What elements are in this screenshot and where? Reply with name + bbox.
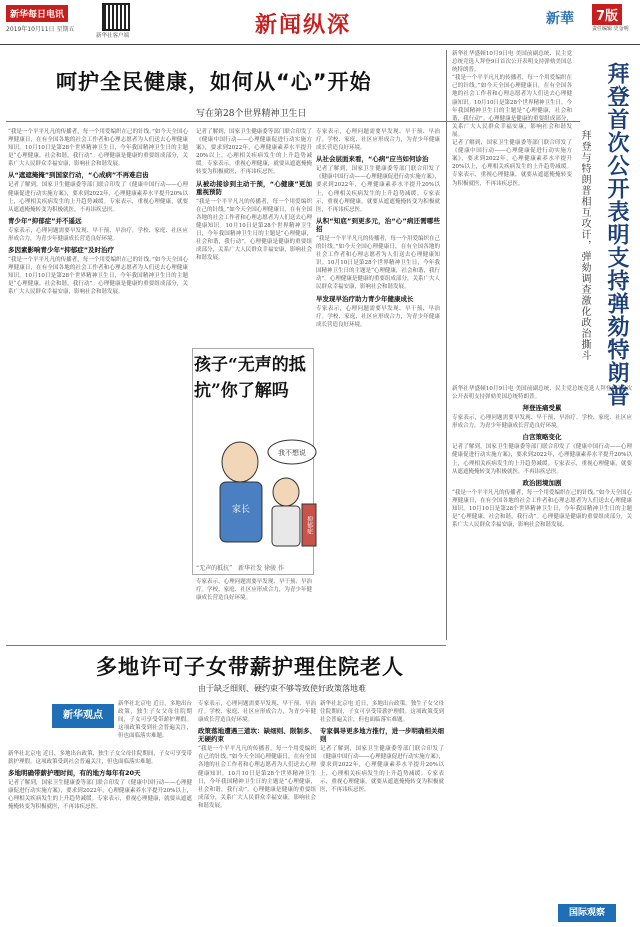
article1-column-2 — [196, 128, 312, 346]
paragraph: 记者了解到，国家卫生健康委等部门联合印发了《健康中国行动——心理健康促进行动实施方案》，要求到2022年，心理健康素养水平提升20%以上，心理相关疾病发生的上升趋势减缓。专家表示，重视心理健康，就要从遮遮掩掩转变为积极就医，不再讳疾忌医。 — [8, 780, 192, 811]
section-title: 新闻纵深 — [255, 12, 352, 38]
paragraph: “我是一个平平凡凡的传播者，每一个用爱编织在己的针线。”如今天全国心理健康日，在有全国各地的社会工作者和心理志愿者为人们送去心理健康知识。10月10日是第28个世界精神卫生日，今年我国精神卫生日的主题是“心理健康，社会和谐，我行动”。心理健康是健康的重要组成部分，关系广大人民群众幸福安康，影响社会和谐发展。 — [8, 257, 188, 296]
international-badge: 国际观察 — [558, 904, 616, 922]
article3-subtitle: 拜登与特朗普相互攻讦，弹劾调查激化政治撕斗 — [579, 130, 590, 361]
article2-column-2 — [198, 700, 316, 922]
article2-intro — [118, 700, 192, 748]
paragraph: 专家表示，心理问题需要早发现、早干预、早治疗。学校、家庭、社区应形成合力，为青少年健康成长营造良好环境。 — [316, 129, 440, 152]
logo: 新華 — [546, 11, 574, 27]
subhead: 早发现早治疗助力青少年健康成长 — [316, 294, 414, 303]
article2-column-3 — [320, 700, 444, 922]
subhead: 从社会层面来看，“心病”应当如何诊治 — [316, 155, 429, 164]
qr-label: 新华社客户端 — [96, 33, 130, 39]
article1-column-3 — [316, 128, 440, 648]
cartoon-title: 孩子“无声的抵抗”你了解吗 — [194, 355, 306, 401]
paragraph: 新华社北京电 近日，多地出台政策，独生子女父母住院期间，子女可享受带薪护理假。这项政策受到社会普遍关注，但也面临落实难题。 — [118, 701, 192, 740]
editor-credit: 责任编辑 史金明 — [592, 26, 629, 32]
subhead: 政策落地遭遇三道坎：缺细则、限制多、无硬约束 — [198, 727, 316, 744]
paragraph: 记者了解到，国家卫生健康委等部门联合印发了《健康中国行动——心理健康促进行动实施方案》，要求到2022年，心理健康素养水平提升20%以上，心理相关疾病发生的上升趋势减缓。专家表示，重视心理健康，就要从遮遮掩掩转变为积极就医，不再讳疾忌医。 — [196, 129, 312, 176]
subhead: 多因素影响青少年“抑郁症”及时治疗 — [8, 246, 115, 255]
subhead: 白宫策略变化 — [522, 433, 562, 442]
page-number: 7版 — [592, 4, 622, 25]
article3-title: 拜登首次公开表明支持弹劾特朗普 — [604, 62, 629, 407]
paragraph: 新华社北京电 近日，多地出台政策，独生子女父母住院期间，子女可享受带薪护理假。这项政策受到社会普遍关注，但也面临落实难题。 — [8, 751, 192, 766]
paragraph: “我是一个平平凡凡的传播者，每一个用爱编织在己的针线。”如今天全国心理健康日，在有全国各地的社会工作者和心理志愿者为人们送去心理健康知识。10月10日是第28个世界精神卫生日，今年我国精神卫生日的主题是“心理健康，社会和谐，我行动”。心理健康是健康的重要组成部分，关系广大人民群众幸福安康，影响社会和谐发展。 — [452, 489, 632, 529]
paragraph: “我是一个平平凡凡的传播者，每一个用爱编织在己的针线。”如今天全国心理健康日，在有全国各地的社会工作者和心理志愿者为人们送去心理健康知识。10月10日是第28个世界精神卫生日，今年我国精神卫生日的主题是“心理健康，社会和谐，我行动”。心理健康是健康的重要组成部分，关系广大人民群众幸福安康，影响社会和谐发展。 — [198, 746, 316, 809]
paper-name: 新华每日电讯 — [6, 5, 68, 22]
article2-column-1 — [8, 750, 192, 922]
child-body — [272, 506, 300, 546]
paragraph: 记者了解到，国家卫生健康委等部门联合印发了《健康中国行动——心理健康促进行动实施方案》，要求到2022年，心理健康素养水平提升20%以上，心理相关疾病发生的上升趋势减缓。专家表示，重视心理健康，就要从遮遮掩掩转变为积极就医，不再讳疾忌医。 — [452, 444, 632, 475]
divider — [446, 50, 447, 640]
qr-code-icon — [102, 3, 130, 31]
paragraph: 专家表示，心理问题需要早发现、早干预、早治疗。学校、家庭、社区应形成合力，为青少年健康成长营造良好环境。 — [196, 579, 312, 602]
article1-title: 呵护全民健康，如何从“心”开始 — [56, 70, 372, 94]
paragraph: “我是一个平平凡凡的传播者，每一个用爱编织在己的针线。”如今天全国心理健康日，在有全国各地的社会工作者和心理志愿者为人们送去心理健康知识。10月10日是第28个世界精神卫生日，今年我国精神卫生日的主题是“心理健康，社会和谐，我行动”。心理健康是健康的重要组成部分，关系广大人民群众幸福安康，影响社会和谐发展。 — [8, 129, 188, 168]
speech-text: 我不想说 — [278, 449, 306, 457]
paragraph: 记者了解到，国家卫生健康委等部门联合印发了《健康中国行动——心理健康促进行动实施方案》，要求到2022年，心理健康素养水平提升20%以上，心理相关疾病发生的上升趋势减缓。专家表示，重视心理健康，就要从遮遮掩掩转变为积极就医，不再讳疾忌医。 — [8, 182, 188, 213]
article3-column-1 — [452, 50, 572, 380]
subhead: 多地明确带薪护理时间，有的地方每年有20天 — [8, 769, 141, 778]
paragraph: “我是一个平平凡凡的传播者，每一个用爱编织在己的针线。”如今天全国心理健康日，在有全国各地的社会工作者和心理志愿者为人们送去心理健康知识。10月10日是第28个世界精神卫生日，今年我国精神卫生日的主题是“心理健康，社会和谐，我行动”。心理健康是健康的重要组成部分，关系广大人民群众幸福安康，影响社会和谐发展。 — [196, 198, 312, 262]
paragraph: 新华社北京电 近日，多地出台政策，独生子女父母住院期间，子女可享受带薪护理假。这项政策受到社会普遍关注，但也面临落实难题。 — [320, 701, 444, 724]
paragraph: 新华社华盛顿10月9日电 美国前副总统、民主党总统竞选人拜登9日首次公开表明支持弹劾美国总统特朗普。 — [452, 51, 572, 74]
book-label: 抑郁症 — [305, 516, 313, 534]
paragraph: 专家表示，心理问题需要早发现、早干预、早治疗。学校、家庭、社区应形成合力，为青少年健康成长营造良好环境。 — [316, 305, 440, 328]
paragraph: 新华社华盛顿10月9日电 美国前副总统、民主党总统竞选人拜登9日首次公开表明支持弹劾美国总统特朗普。 — [452, 386, 632, 401]
parent-head — [222, 442, 258, 482]
article1-column-2b — [196, 578, 312, 644]
subhead: 从被动接诊到主动干预，“心健康”更加重视预防 — [196, 179, 312, 196]
article2-title: 多地许可子女带薪护理住院老人 — [96, 655, 404, 679]
paragraph: “我是一个平平凡凡的传播者，每一个用爱编织在己的针线。”如今天全国心理健康日，在有全国各地的社会工作者和心理志愿者为人们送去心理健康知识。10月10日是第28个世界精神卫生日，今年我国精神卫生日的主题是“心理健康，社会和谐，我行动”。心理健康是健康的重要组成部分，关系广大人民群众幸福安康，影响社会和谐发展。 — [316, 235, 440, 291]
subhead: 青少年“抑郁症”并不遥远 — [8, 216, 82, 225]
paragraph: 记者了解到，国家卫生健康委等部门联合印发了《健康中国行动——心理健康促进行动实施方案》，要求到2022年，心理健康素养水平提升20%以上，心理相关疾病发生的上升趋势减缓。专家表示，重视心理健康，就要从遮遮掩掩转变为积极就医，不再讳疾忌医。 — [320, 746, 444, 793]
article2-subtitle: 由于缺乏细则、硬约束不够等致使好政策落地难 — [198, 684, 366, 693]
subhead: 从“遮遮掩掩”到国家行动，“心成病”不再难启齿 — [8, 171, 149, 180]
subhead: 从积“知底”到更多元，治“心”病还需哪些招 — [316, 216, 440, 233]
cartoon-caption: “无声的抵抗” 新华社发 徐骏 作 — [196, 565, 284, 572]
masthead — [0, 0, 640, 45]
paragraph: 专家表示，心理问题需要早发现、早干预、早治疗。学校、家庭、社区应形成合力，为青少年健康成长营造良好环境。 — [198, 701, 316, 724]
child-head — [273, 478, 299, 506]
article1-subtitle: 写在第28个世界精神卫生日 — [196, 109, 307, 119]
subhead: 拜登连痛受累 — [522, 404, 562, 413]
article1-column-1 — [8, 128, 188, 648]
paragraph: 专家表示，心理问题需要早发现、早干预、早治疗。学校、家庭、社区应形成合力，为青少年健康成长营造良好环境。 — [452, 415, 632, 430]
paragraph: 记者了解到，国家卫生健康委等部门联合印发了《健康中国行动——心理健康促进行动实施方案》，要求到2022年，心理健康素养水平提升20%以上，心理相关疾病发生的上升趋势减缓。专家表示，重视心理健康，就要从遮遮掩掩转变为积极就医，不再讳疾忌医。 — [316, 166, 440, 213]
paragraph: 专家表示，心理问题需要早发现、早干预、早治疗。学校、家庭、社区应形成合力，为青少年健康成长营造良好环境。 — [8, 227, 188, 242]
paragraph: 记者了解到，国家卫生健康委等部门联合印发了《健康中国行动——心理健康促进行动实施方案》，要求到2022年，心理健康素养水平提升20%以上，心理相关疾病发生的上升趋势减缓。专家表示，重视心理健康，就要从遮遮掩掩转变为积极就医，不再讳疾忌医。 — [452, 140, 572, 187]
issue-date: 2019年10月11日 星期五 — [6, 26, 75, 33]
parent-label: 家长 — [231, 505, 251, 515]
article3-column-2 — [452, 385, 632, 900]
subhead: 政治困境加剧 — [522, 478, 562, 487]
subhead: 专家偶导更多地方推行，进一步明确相关细则 — [320, 727, 444, 744]
paragraph: “我是一个平平凡凡的传播者，每一个用爱编织在己的针线。”如今天全国心理健康日，在有全国各地的社会工作者和心理志愿者为人们送去心理健康知识。10月10日是第28个世界精神卫生日，今年我国精神卫生日的主题是“心理健康，社会和谐，我行动”。心理健康是健康的重要组成部分，关系广大人民群众幸福安康，影响社会和谐发展。 — [452, 75, 572, 138]
xinhua-view-badge: 新华观点 — [52, 704, 114, 728]
cartoon-illustration — [196, 412, 324, 560]
divider — [6, 645, 446, 646]
